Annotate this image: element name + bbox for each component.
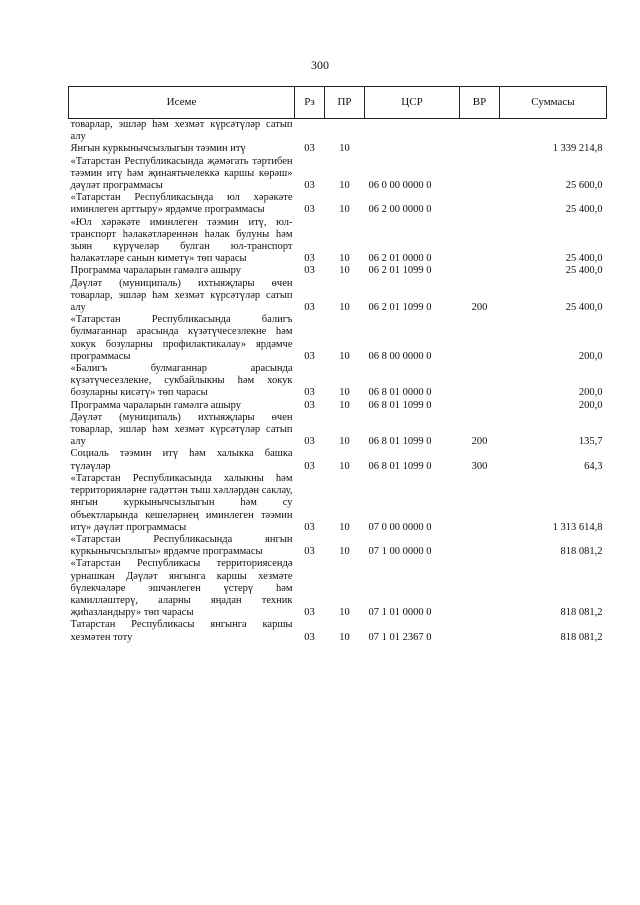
budget-table xyxy=(68,86,607,644)
row-csr xyxy=(365,143,460,155)
row-vr xyxy=(460,265,500,277)
table-row xyxy=(69,534,607,558)
row-pr: 10 xyxy=(339,387,350,399)
row-name: Дәүләт (муниципаль) ихтыяҗлары өчен товарлар, эшләр һәм хезмәт күрсәтүләр сатып алу xyxy=(70,411,293,448)
table-row xyxy=(69,156,607,193)
row-vr xyxy=(460,619,500,643)
row-rz: 03 xyxy=(304,302,315,314)
header-name: Исеме xyxy=(69,87,295,119)
table-row xyxy=(69,363,607,400)
row-sum: 200,0 xyxy=(578,387,603,399)
row-vr xyxy=(460,314,500,363)
row-sum: 818 081,2 xyxy=(560,631,603,643)
row-pr: 10 xyxy=(339,302,350,314)
row-csr: 06 2 01 1099 0 xyxy=(368,265,432,277)
page-number: 300 xyxy=(311,58,329,72)
row-vr xyxy=(460,217,500,266)
table-row xyxy=(69,265,607,277)
row-name: «Балигъ булмаганнар арасында күзәтүчесезлекне, сукбайлыкны һәм хокук бозуларны кисәтү» төп чарасы xyxy=(70,363,293,399)
row-pr: 10 xyxy=(339,521,350,533)
row-sum: 25 400,0 xyxy=(565,253,603,265)
row-pr: 10 xyxy=(339,546,350,558)
row-vr xyxy=(460,363,500,400)
row-csr: 06 8 01 1099 0 xyxy=(368,460,432,472)
row-rz: 03 xyxy=(304,204,315,216)
row-name: «Татарстан Республикасында җәмәгать тәртибен тәэмин итү һәм җинаятьчелеккә каршы көрәш» дәүләт программасы xyxy=(70,155,293,192)
row-name: «Татарстан Республикасында юл хәрәкәте иминлеген арттыру» ярдәмче программасы xyxy=(70,192,293,216)
row-pr: 10 xyxy=(339,265,350,277)
row-sum: 25 400,0 xyxy=(565,204,603,216)
row-name: Программа чараларын гамәлгә ашыру xyxy=(70,399,241,411)
header-pr: ПР xyxy=(325,87,365,119)
row-sum: 200,0 xyxy=(578,399,603,411)
row-rz: 03 xyxy=(304,521,315,533)
row-csr: 06 0 00 0000 0 xyxy=(368,180,432,192)
row-rz: 03 xyxy=(304,399,315,411)
row-csr: 07 1 01 0000 0 xyxy=(368,607,432,619)
row-csr: 06 2 01 0000 0 xyxy=(368,253,432,265)
row-vr xyxy=(460,534,500,558)
row-vr xyxy=(460,473,500,534)
header-sum: Суммасы xyxy=(500,87,607,119)
row-sum: 1 313 614,8 xyxy=(552,521,603,533)
row-vr xyxy=(460,192,500,216)
row-sum: 25 400,0 xyxy=(565,265,603,277)
row-name: Дәүләт (муниципаль) ихтыяҗлары өчен товарлар, эшләр һәм хезмәт күрсәтүләр сатып алу xyxy=(70,277,293,314)
row-vr xyxy=(460,119,500,144)
row-sum: 25 400,0 xyxy=(565,302,603,314)
table-row xyxy=(69,558,607,619)
row-pr xyxy=(325,119,365,144)
row-pr: 10 xyxy=(339,399,350,411)
row-vr xyxy=(460,558,500,619)
row-rz: 03 xyxy=(304,460,315,472)
row-name: товарлар, эшләр һәм хезмәт күрсәтүләр сатып алу xyxy=(70,119,293,143)
row-csr: 06 2 01 1099 0 xyxy=(368,302,432,314)
row-pr: 10 xyxy=(339,180,350,192)
row-csr: 07 0 00 0000 0 xyxy=(368,521,432,533)
row-pr: 10 xyxy=(339,631,350,643)
row-name: Социаль тәэмин итү һәм халыкка башка түләүләр xyxy=(70,448,293,472)
row-sum: 25 600,0 xyxy=(565,180,603,192)
row-sum: 818 081,2 xyxy=(560,546,603,558)
row-rz: 03 xyxy=(304,436,315,448)
row-rz: 03 xyxy=(304,143,315,155)
header-csr: ЦСР xyxy=(365,87,460,119)
header-vr: ВР xyxy=(460,87,500,119)
row-vr: 200 xyxy=(471,436,488,448)
table-row xyxy=(69,412,607,449)
table-row xyxy=(69,278,607,315)
row-pr: 10 xyxy=(339,253,350,265)
row-vr xyxy=(460,400,500,412)
row-name: «Юл хәрәкәте иминлеген тәэмин итү, юл-транспорт һәлакәтләреннән һәлак булуны һәм зыян күрүчеләр булган юл-транспорт һәлакәтләре санын киметү» төп чарасы xyxy=(70,216,293,265)
row-name: «Татарстан Республикасында халыкны һәм территорияләрне гадәттән тыш хәлләрдән саклау, янгын куркынычсызлыгын һәм су объектларында кешеләрнең иминлеген тәэмин итү» дәүләт программасы xyxy=(70,472,293,533)
row-sum: 64,3 xyxy=(584,460,603,472)
row-csr: 06 8 00 0000 0 xyxy=(368,350,432,362)
table-row xyxy=(69,314,607,363)
row-rz: 03 xyxy=(304,631,315,643)
row-rz: 03 xyxy=(304,253,315,265)
row-pr: 10 xyxy=(339,436,350,448)
row-rz: 03 xyxy=(304,546,315,558)
row-rz xyxy=(295,119,325,144)
row-name: «Татарстан Республикасында балигъ булмаганнар арасында күзәтүчесезлекне һәм хокук бозуларны профилактикалау» ярдәмче программасы xyxy=(70,314,293,362)
row-csr xyxy=(365,119,460,144)
row-csr: 07 1 01 2367 0 xyxy=(368,631,432,643)
row-name: «Татарстан Республикасында янгын куркынычсызлыгы» ярдәмче программасы xyxy=(70,533,293,558)
row-csr: 06 2 00 0000 0 xyxy=(368,204,432,216)
row-csr: 06 8 01 0000 0 xyxy=(368,387,432,399)
table-row xyxy=(69,473,607,534)
row-pr: 10 xyxy=(339,350,350,362)
row-pr: 10 xyxy=(339,607,350,619)
table-row xyxy=(69,217,607,266)
table-row xyxy=(69,119,607,144)
row-csr: 06 8 01 1099 0 xyxy=(368,399,432,411)
row-name: «Татарстан Республикасы территориясендә урнашкан Дәүләт янгынга каршы хезмәте бүлекчәләре эшчәнлеген үстерү һәм камилләштерү, аларны яңадан техник җиһазландыру» төп чарасы xyxy=(70,558,293,619)
row-pr: 10 xyxy=(339,460,350,472)
row-sum xyxy=(500,119,607,144)
table-row xyxy=(69,400,607,412)
row-csr: 07 1 00 0000 0 xyxy=(368,546,432,558)
row-sum: 200,0 xyxy=(578,350,603,362)
row-sum: 1 339 214,8 xyxy=(552,143,603,155)
row-pr: 10 xyxy=(339,143,350,155)
row-rz: 03 xyxy=(304,180,315,192)
row-rz: 03 xyxy=(304,387,315,399)
row-rz: 03 xyxy=(304,350,315,362)
row-sum: 818 081,2 xyxy=(560,607,603,619)
row-rz: 03 xyxy=(304,607,315,619)
row-pr: 10 xyxy=(339,204,350,216)
row-vr xyxy=(460,156,500,193)
table-row xyxy=(69,143,607,155)
header-rz: Рз xyxy=(295,87,325,119)
row-rz: 03 xyxy=(304,265,315,277)
row-vr: 200 xyxy=(471,302,488,314)
table-row xyxy=(69,192,607,216)
row-name: Янгын куркынычсызлыгын тәэмин итү xyxy=(70,143,246,155)
row-sum: 135,7 xyxy=(578,436,603,448)
row-vr: 300 xyxy=(471,460,488,472)
table-header-row xyxy=(69,87,607,119)
row-vr xyxy=(460,143,500,155)
table-row xyxy=(69,448,607,472)
row-name: Программа чараларын гамәлгә ашыру xyxy=(70,265,241,277)
row-csr: 06 8 01 1099 0 xyxy=(368,436,432,448)
row-name: Татарстан Республикасы янгынга каршы хезмәтен тоту xyxy=(70,619,293,643)
table-row xyxy=(69,619,607,643)
